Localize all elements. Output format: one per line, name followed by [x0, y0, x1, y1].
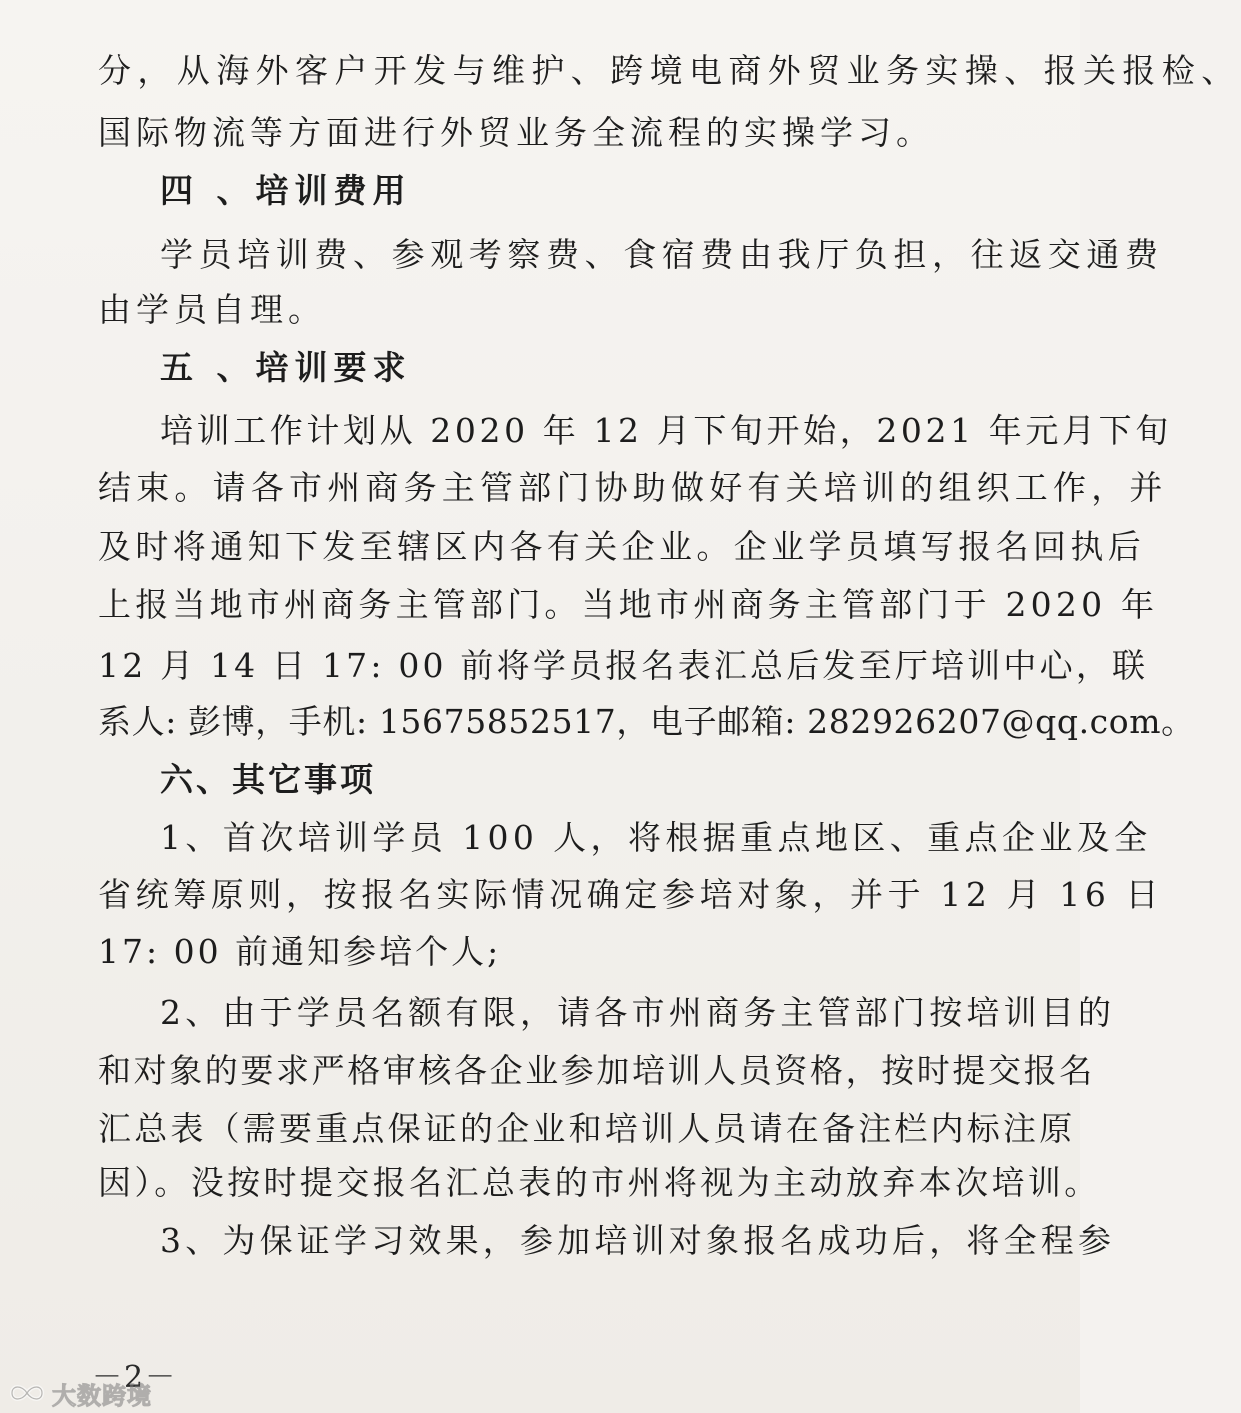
watermark-text: 大数跨境 — [52, 1381, 152, 1410]
paragraph-line: 省统筹原则，按报名实际情况确定参培对象，并于 12 月 16 日 — [98, 875, 1164, 914]
section-heading-other: 六、其它事项 — [160, 760, 376, 799]
paragraph-line: 17: 00 前通知参培个人; — [98, 932, 502, 971]
section-heading-requirements: 五 、培训要求 — [160, 348, 412, 387]
infinity-logo-icon — [8, 1379, 46, 1407]
paragraph-line: 及时将通知下发至辖区内各有关企业。企业学员填写报名回执后 — [98, 527, 1146, 566]
paragraph-line: 学员培训费、参观考察费、食宿费由我厅负担，往返交通费 — [160, 235, 1164, 274]
paragraph-line: 分，从海外客户开发与维护、跨境电商外贸业务实操、报关报检、 — [98, 51, 1241, 90]
paragraph-line: 国际物流等方面进行外贸业务全流程的实操学习。 — [98, 113, 934, 152]
page-number: －2－ — [92, 1360, 178, 1395]
paragraph-line: 上报当地市州商务主管部门。当地市州商务主管部门于 2020 年 — [98, 585, 1159, 624]
paragraph-line: 因）。没按时提交报名汇总表的市州将视为主动放弃本次培训。 — [98, 1163, 1101, 1202]
paragraph-line: 汇总表（需要重点保证的企业和培训人员请在备注栏内标注原 — [98, 1109, 1076, 1148]
paragraph-line: 结束。请各市州商务主管部门协助做好有关培训的组织工作，并 — [98, 468, 1168, 507]
paragraph-line: 3、为保证学习效果，参加培训对象报名成功后，将全程参 — [160, 1221, 1116, 1260]
paragraph-line: 12 月 14 日 17: 00 前将学员报名表汇总后发至厅培训中心，联 — [98, 646, 1149, 685]
section-heading-fees: 四 、培训费用 — [160, 171, 412, 210]
paragraph-line: 2、由于学员名额有限，请各市州商务主管部门按培训目的 — [160, 993, 1116, 1032]
paragraph-line: 培训工作计划从 2020 年 12 月下旬开始，2021 年元月下旬 — [160, 411, 1172, 450]
watermark — [8, 1378, 152, 1408]
paragraph-line: 由学员自理。 — [98, 290, 326, 329]
paragraph-line: 和对象的要求严格审核各企业参加培训人员资格，按时提交报名 — [98, 1051, 1095, 1090]
contact-line: 系人: 彭博，手机: 15675852517，电子邮箱: 282926207@qq.com。 — [98, 702, 1195, 741]
paragraph-line: 1、首次培训学员 100 人，将根据重点地区、重点企业及全 — [160, 818, 1152, 857]
